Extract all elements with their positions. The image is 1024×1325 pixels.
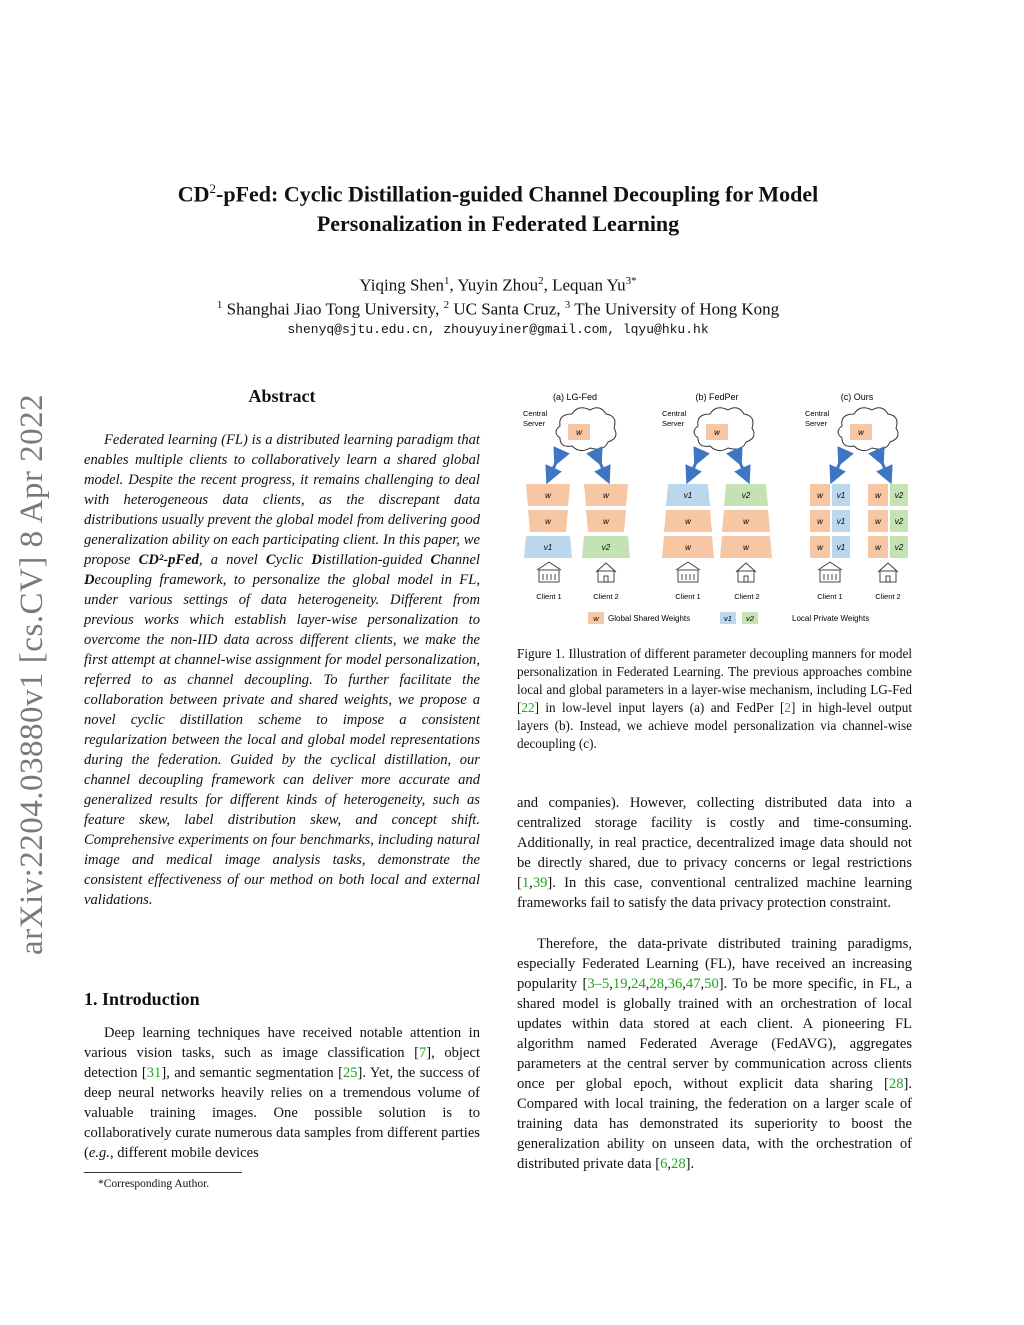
abstract-part: Federated learning (FL) is a distributed learning paradigm that enables multiple clients to collaboratively learn a shared global model. Despite the recent progress, it remains challenging to deal with heterogeneous data clients, as the discrepant data distributions usually prevent the global model from delivering good generalization ability on each participating client. In this paper, we propose: [84, 432, 480, 568]
weight-label: w: [545, 491, 551, 500]
weight-label: v1: [724, 614, 732, 623]
abstract-text: [84, 430, 480, 910]
client-label: Client 2: [875, 592, 901, 601]
text-run: , different mobile devices: [109, 1145, 259, 1161]
affil-mark: 2: [443, 299, 450, 311]
title-text: -pFed: Cyclic Distillation-guided Channel Decoupling for Model: [216, 181, 819, 207]
weight-label: w: [817, 543, 823, 552]
text-run: Therefore, the data-private distributed training paradigms, especially Federated Learning (FL), have received an increasing popularity [: [517, 936, 912, 992]
panel-c: [805, 408, 908, 601]
title-line-2: Personalization in Federated Learning: [316, 211, 680, 237]
text-run: ]. Compared with local training, the federation on a larger scale of training data has demonstrated its superiority to boost the generalization ability on unseen data, with the orchestration of distributed private data [: [517, 1076, 912, 1172]
author-separator: ,: [543, 275, 553, 295]
weight-label: w: [603, 491, 609, 500]
weight-label: v2: [894, 517, 904, 526]
citation-link[interactable]: 6: [660, 1156, 668, 1172]
abstract-part: hannel: [440, 552, 480, 568]
acronym-letter: D: [311, 552, 322, 568]
abstract-part: istillation-guided: [321, 552, 431, 568]
arrow-icon: [880, 458, 888, 476]
weight-label: v2: [746, 614, 754, 623]
footnote-rule: [84, 1172, 242, 1173]
panel-title-c: (c) Ours: [840, 392, 874, 402]
weight-label: w: [817, 517, 823, 526]
text-run: ], and semantic segmentation [: [161, 1065, 343, 1081]
text-run: and companies). However, collecting distributed data into a centralized storage facility is costly and time-consuming. Additionally, in real practice, decentralized image data should not be directly shared, due to privacy concerns or legal restrictions [: [517, 795, 912, 891]
weight-label: w: [817, 491, 823, 500]
weight-label: w: [875, 517, 881, 526]
citation-link[interactable]: 36: [667, 976, 683, 992]
text-run: ]. Yet, the success of deep neural networks heavily relies on a tremendous volume of valuable training images. One possible solution is to collaboratively curate numerous data samples from different parties (: [84, 1065, 481, 1161]
arxiv-stamp: arXiv:2204.03880v1 [cs.CV] 8 Apr 2022: [14, 393, 50, 955]
text-run: Deep learning techniques have received notable attention in various vision tasks, such as image classification [: [84, 1025, 480, 1061]
author-emails: shenyq@sjtu.edu.cn, zhouyuyiner@gmail.com, lqyu@hku.hk: [287, 322, 709, 337]
arrow-icon: [690, 458, 698, 476]
text-run: ,: [645, 976, 650, 992]
body-paragraph: [517, 934, 912, 1174]
text-run: ]. In this case, conventional centralized machine learning frameworks fail to satisfy the data privacy protection constraint.: [517, 875, 912, 911]
client-label: Client 2: [734, 592, 760, 601]
central-label: Central: [662, 409, 687, 418]
building-icon: [676, 562, 700, 582]
author-affil-mark: 3*: [625, 275, 637, 287]
client-label: Client 1: [536, 592, 562, 601]
panel-b: [662, 408, 772, 601]
abstract-part: , a novel: [198, 552, 266, 568]
method-name: CD²-pFed: [138, 552, 199, 568]
author-name: Yiqing Shen: [359, 275, 444, 295]
weight-label: w: [875, 491, 881, 500]
weight-label: w: [714, 428, 720, 437]
citation-link[interactable]: 24: [631, 976, 646, 992]
citation-link[interactable]: 39: [532, 875, 548, 891]
house-icon: [736, 563, 756, 582]
intro-heading: 1. Introduction: [84, 989, 200, 1009]
abstract-part: ecoupling framework, to personalize the global model in FL, under various settings of data heterogeneity. Different from previous works which establish layer-wise personalization to overcome the non-IID data across different clients, we make the first attempt at channel-wise assignment for model personalization, referred to as channel decoupling. To further facilitate the collaboration between private and shared weights, we propose a novel cyclic distillation scheme to impose a consistent regularization between the local and global model representations during the federation. Guided by the cyclical distillation, our channel decoupling framework can deliver more accurate and generalized results for different kinds of heterogeneity, such as feature skew, label distribution skew, and concept shift. Comprehensive experiments on four benchmarks, including natural image and medical image analysis tasks, demonstrate the consistent effectiveness of our method on both local and external validations.: [84, 572, 480, 908]
weight-label: v2: [894, 543, 904, 552]
weight-label: w: [603, 517, 609, 526]
arrow-icon: [598, 458, 606, 476]
legend-shared-label: Global Shared Weights: [608, 614, 691, 623]
affil-name: Shanghai Jiao Tong University,: [222, 299, 444, 319]
house-icon: [596, 563, 616, 582]
figure-legend: [588, 612, 869, 624]
client-label: Client 1: [675, 592, 701, 601]
citation-link[interactable]: 3–5: [587, 976, 610, 992]
author-affil-mark: 2: [538, 275, 544, 287]
abstract-part: yclic: [275, 552, 312, 568]
citation-link[interactable]: 50: [704, 976, 719, 992]
weight-label: w: [858, 428, 864, 437]
title-superscript: 2: [209, 181, 217, 196]
text-run: ,: [664, 976, 668, 992]
affil-name: UC Santa Cruz,: [449, 299, 565, 319]
client-label: Client 1: [817, 592, 843, 601]
panel-a: [523, 408, 630, 601]
affil-name: The University of Hong Kong: [570, 299, 780, 319]
citation-link[interactable]: 25: [342, 1065, 358, 1081]
intro-paragraph: [84, 1023, 480, 1163]
text-run: ,: [627, 976, 632, 992]
weight-label: v1: [543, 543, 553, 552]
central-label: Central: [805, 409, 830, 418]
weight-label: w: [875, 543, 881, 552]
affiliations: [90, 294, 906, 321]
weight-label: w: [545, 517, 551, 526]
citation-link[interactable]: 1: [521, 875, 530, 891]
weight-label: w: [743, 543, 749, 552]
abstract-heading: Abstract: [248, 386, 316, 406]
text-run: ] in high-level output layers (b). Instead, we achieve model personalization via channel-wise decoupling (c).: [517, 700, 912, 751]
text-run: ,: [682, 976, 686, 992]
weight-label: w: [743, 517, 749, 526]
client-label: Client 2: [593, 592, 619, 601]
central-label: Central: [523, 409, 548, 418]
text-run: ].: [685, 1156, 695, 1172]
author-name: Lequan Yu: [552, 275, 626, 295]
affil-mark: 3: [564, 299, 571, 311]
text-run: ] in low-level input layers (a) and FedPer [: [534, 700, 785, 715]
weight-label: w: [593, 614, 599, 623]
citation-link[interactable]: 47: [685, 976, 701, 992]
citation-link[interactable]: 28: [671, 1156, 686, 1172]
building-icon: [537, 562, 561, 582]
weight-label: w: [685, 517, 691, 526]
weight-label: w: [685, 543, 691, 552]
acronym-letter: C: [265, 552, 276, 568]
weight-label: v2: [741, 491, 751, 500]
server-label: Server: [805, 419, 828, 428]
weight-label: w: [576, 428, 582, 437]
acronym-letter: D: [84, 572, 95, 588]
text-run: ,: [700, 976, 705, 992]
text-run: Figure 1. Illustration of different parameter decoupling manners for model personalization in Federated Learning. The previous approaches combine local and global parameters in a layer-wise mechanism, including LG-Fed [: [517, 646, 912, 715]
citation-link[interactable]: 7: [418, 1045, 427, 1061]
figure-caption: [517, 645, 912, 753]
figure-1: [512, 386, 922, 632]
server-label: Server: [523, 419, 546, 428]
legend-private-label: Local Private Weights: [792, 614, 870, 623]
text-run: ]. To be more specific, in FL, a shared model is globally trained with an orchestration of local updates within data stored at each client. A pioneering FL algorithm named Federated Average (FedAVG), aggregates parameters at the central server by communication across clients once per global epoch, without explicit data sharing [: [517, 976, 912, 1092]
footnote: *Corresponding Author.: [98, 1178, 210, 1190]
author-list: [90, 270, 906, 297]
text-run: ], object detection [: [84, 1045, 480, 1081]
arrow-icon: [738, 458, 746, 476]
author-affil-mark: 1: [443, 275, 450, 287]
text-run: ,: [609, 976, 613, 992]
arrow-icon: [834, 458, 842, 476]
citation-link[interactable]: 19: [612, 976, 628, 992]
weight-label: v1: [836, 491, 846, 500]
text-run: ,: [529, 875, 533, 891]
title-text: CD: [177, 181, 210, 207]
author-name: Yuyin Zhou: [457, 275, 539, 295]
weight-label: v1: [683, 491, 693, 500]
server-label: Server: [662, 419, 685, 428]
text-run: e.g.: [88, 1145, 110, 1161]
paper-title: [90, 174, 906, 239]
affil-mark: 1: [216, 299, 223, 311]
panel-title-a: (a) LG-Fed: [552, 392, 598, 402]
citation-link[interactable]: 22: [521, 700, 535, 715]
weight-label: v1: [836, 517, 846, 526]
citation-link[interactable]: 28: [888, 1076, 904, 1092]
house-icon: [878, 563, 898, 582]
weight-label: v2: [601, 543, 611, 552]
citation-link[interactable]: 2: [784, 700, 791, 715]
citation-link[interactable]: 31: [146, 1065, 162, 1081]
arrow-icon: [550, 458, 558, 476]
acronym-letter: C: [430, 552, 441, 568]
citation-link[interactable]: 28: [649, 976, 664, 992]
text-run: ,: [667, 1156, 672, 1172]
weight-label: v2: [894, 491, 904, 500]
panel-title-b: (b) FedPer: [695, 392, 739, 402]
body-paragraph: [517, 793, 912, 913]
author-separator: ,: [449, 275, 458, 295]
building-icon: [818, 562, 842, 582]
weight-label: v1: [836, 543, 846, 552]
